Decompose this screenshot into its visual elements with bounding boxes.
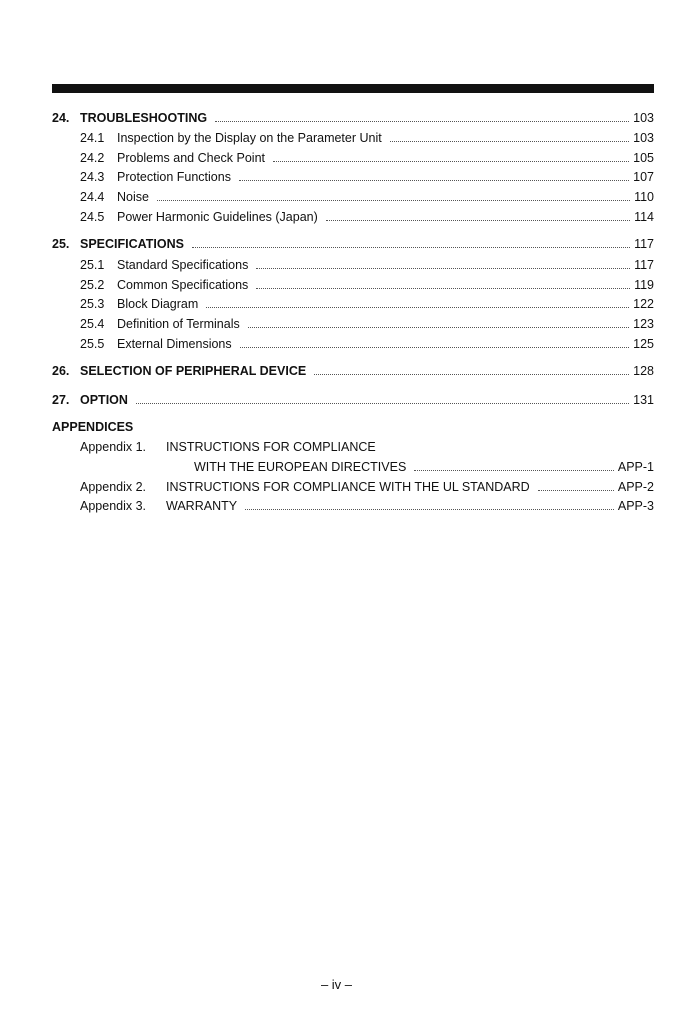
- dot-leader: [414, 469, 614, 471]
- dot-leader: [390, 140, 629, 142]
- dot-leader: [256, 267, 630, 269]
- appendix-1-label: Appendix 1.: [80, 440, 147, 454]
- dot-leader: [215, 120, 629, 122]
- dot-leader: [240, 346, 630, 348]
- subsection-title: Problems and Check Point: [117, 151, 265, 165]
- page-reference: 128: [633, 364, 654, 378]
- subsection-number: 24.4: [80, 190, 105, 204]
- toc-entry-appendix-1: [194, 460, 654, 475]
- page-reference: 105: [633, 151, 654, 165]
- page-reference: 131: [633, 393, 654, 407]
- section-title: TROUBLESHOOTING: [80, 111, 208, 125]
- appendix-3-title: WARRANTY: [166, 499, 238, 513]
- appendix-1-title-line2: WITH THE EUROPEAN DIRECTIVES: [194, 460, 407, 474]
- toc-entry-25-5: [80, 337, 654, 352]
- page-reference: 117: [634, 237, 654, 251]
- toc-entry-24-4: [80, 190, 654, 205]
- appendix-3-label: Appendix 3.: [80, 499, 147, 513]
- dot-leader: [248, 326, 629, 328]
- toc-entry-25: [52, 237, 654, 252]
- subsection-number: 25.5: [80, 337, 105, 351]
- dot-leader: [314, 373, 629, 375]
- appendix-2-title: INSTRUCTIONS FOR COMPLIANCE WITH THE UL STANDARD: [166, 480, 530, 494]
- page-reference: 123: [633, 317, 654, 331]
- page-reference: 117: [634, 258, 654, 272]
- subsection-number: 25.4: [80, 317, 105, 331]
- toc-entry-24: [52, 111, 654, 126]
- dot-leader: [273, 160, 629, 162]
- toc-entry-24-3: [80, 170, 654, 185]
- toc-entry-25-4: [80, 317, 654, 332]
- top-rule: [52, 84, 654, 93]
- dot-leader: [206, 306, 629, 308]
- dot-leader: [192, 246, 630, 248]
- section-number: 26.: [52, 364, 70, 378]
- section-number: 24.: [52, 111, 70, 125]
- page-reference: 103: [633, 131, 654, 145]
- subsection-title: Power Harmonic Guidelines (Japan): [117, 210, 318, 224]
- subsection-title: Inspection by the Display on the Parameter Unit: [117, 131, 382, 145]
- toc-entry-25-2: [80, 278, 654, 293]
- page-number-footer: – iv –: [320, 977, 353, 992]
- page-reference: APP-1: [617, 460, 654, 474]
- appendix-1-title-line1: INSTRUCTIONS FOR COMPLIANCE: [166, 440, 376, 454]
- page-reference: APP-3: [617, 499, 654, 513]
- dot-leader: [245, 508, 614, 510]
- page-reference: APP-2: [617, 480, 654, 494]
- toc-entry-25-1: [80, 258, 654, 273]
- subsection-title: External Dimensions: [117, 337, 232, 351]
- toc-entry-24-1: [80, 131, 654, 146]
- section-title: SELECTION OF PERIPHERAL DEVICE: [80, 364, 307, 378]
- page-reference: 114: [634, 210, 654, 224]
- section-number: 27.: [52, 393, 70, 407]
- subsection-title: Block Diagram: [117, 297, 199, 311]
- page-reference: 122: [633, 297, 654, 311]
- subsection-title: Standard Specifications: [117, 258, 249, 272]
- toc-entry-25-3: [80, 297, 654, 312]
- page-reference: 119: [634, 278, 654, 292]
- section-number: 25.: [52, 237, 70, 251]
- toc-entry-24-5: [80, 210, 654, 225]
- page-reference: 107: [633, 170, 654, 184]
- toc-entry-24-2: [80, 151, 654, 166]
- toc-entry-appendix-3: [80, 499, 654, 514]
- subsection-number: 25.3: [80, 297, 105, 311]
- dot-leader: [256, 287, 630, 289]
- dot-leader: [538, 489, 614, 491]
- dot-leader: [157, 199, 630, 201]
- section-title: SPECIFICATIONS: [80, 237, 184, 251]
- subsection-title: Protection Functions: [117, 170, 231, 184]
- subsection-number: 25.1: [80, 258, 105, 272]
- section-title: OPTION: [80, 393, 128, 407]
- dot-leader: [326, 219, 630, 221]
- subsection-title: Common Specifications: [117, 278, 249, 292]
- subsection-title: Noise: [117, 190, 149, 204]
- subsection-number: 25.2: [80, 278, 105, 292]
- page-reference: 125: [633, 337, 654, 351]
- subsection-number: 24.3: [80, 170, 105, 184]
- page-reference: 110: [634, 190, 654, 204]
- dot-leader: [239, 179, 629, 181]
- toc-entry-26: [52, 364, 654, 379]
- subsection-title: Definition of Terminals: [117, 317, 240, 331]
- subsection-number: 24.1: [80, 131, 105, 145]
- dot-leader: [136, 402, 629, 404]
- page-reference: 103: [633, 111, 654, 125]
- subsection-number: 24.5: [80, 210, 105, 224]
- toc-entry-27: [52, 393, 654, 408]
- appendix-2-label: Appendix 2.: [80, 480, 147, 494]
- toc-entry-appendix-2: [80, 480, 654, 495]
- appendices-heading: APPENDICES: [52, 420, 134, 434]
- subsection-number: 24.2: [80, 151, 105, 165]
